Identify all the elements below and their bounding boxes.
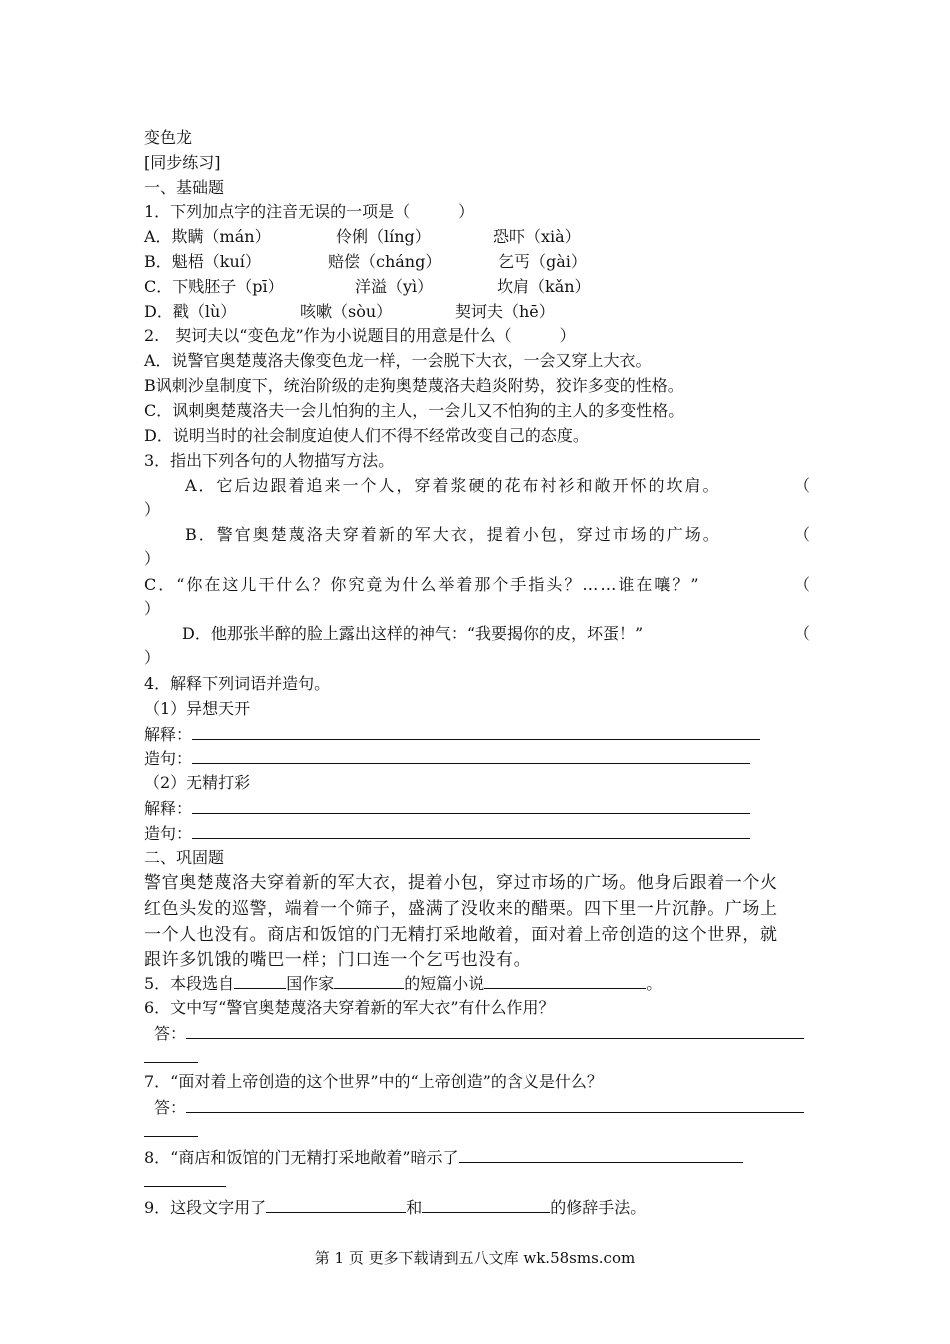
q8-line bbox=[144, 1147, 743, 1168]
q2-option-c: C．讽刺奥楚蔑洛夫一会儿怕狗的主人，一会儿又不怕狗的主人的多变性格。 bbox=[144, 401, 685, 420]
explain-label: 解释： bbox=[144, 799, 193, 818]
document-title: 变色龙 bbox=[144, 128, 193, 147]
passage-line-1: 警官奥楚蔑洛夫穿着新的军大衣，提着小包，穿过市场的广场。他身后跟着一个火 bbox=[144, 873, 778, 893]
q3-sentence-a: A．它后边跟着追来一个人，穿着浆硬的花布衬衫和敞开怀的坎肩。 bbox=[185, 476, 721, 495]
q3-sentence-c: C．“你在这儿干什么？你究竟为什么举着那个手指头？……谁在嚷？” bbox=[144, 575, 701, 594]
q5-part-4: 。 bbox=[646, 974, 663, 993]
q4-w2-sentence bbox=[144, 823, 750, 844]
q5-part-1: 5．本段选自 bbox=[144, 974, 235, 993]
q1-option-b-2: 赔偿（cháng） bbox=[328, 252, 442, 271]
q4-w1-explain bbox=[144, 724, 760, 745]
q1-option-a-1: A．欺瞒（mán） bbox=[144, 227, 271, 246]
subtitle: [同步练习] bbox=[144, 153, 221, 172]
q5-part-2: 国作家 bbox=[286, 974, 335, 993]
q7-stem: 7．“面对着上帝创造的这个世界”中的“上帝创造”的含义是什么？ bbox=[144, 1072, 603, 1091]
q8-blank[interactable] bbox=[459, 1147, 743, 1163]
q4-word-2: （2）无精打彩 bbox=[144, 773, 251, 792]
q9-line bbox=[144, 1197, 646, 1218]
q3-a-open-paren: （ bbox=[794, 476, 811, 495]
q4-w2-explain-blank[interactable] bbox=[192, 798, 750, 814]
answer-label: 答： bbox=[154, 1098, 187, 1117]
q1-option-c-3: 坎肩（kǎn） bbox=[497, 277, 591, 296]
q3-b-close-paren: ） bbox=[144, 549, 161, 568]
q5-author-blank[interactable] bbox=[334, 973, 404, 989]
q8-blank-2[interactable] bbox=[144, 1171, 226, 1187]
page-footer: 第 1 页 更多下载请到五八文库 wk.58sms.com bbox=[314, 1249, 636, 1267]
q4-w1-sentence-blank[interactable] bbox=[192, 748, 750, 764]
q9-part-3: 的修辞手法。 bbox=[550, 1198, 647, 1217]
explain-label: 解释： bbox=[144, 725, 193, 744]
answer-label: 答： bbox=[154, 1024, 187, 1043]
q3-c-open-paren: （ bbox=[794, 575, 811, 594]
q2-option-a: A．说警官奥楚蔑洛夫像变色龙一样，一会脱下大衣，一会又穿上大衣。 bbox=[144, 351, 652, 370]
q1-option-d-3: 契诃夫（hē） bbox=[455, 302, 555, 321]
q9-blank-2[interactable] bbox=[422, 1197, 550, 1213]
q3-stem: 3．指出下列各句的人物描写方法。 bbox=[144, 451, 395, 470]
q2-option-b: B讽刺沙皇制度下，统治阶级的走狗奥楚蔑洛夫趋炎附势，狡诈多变的性格。 bbox=[144, 376, 684, 395]
q3-sentence-b: B．警官奥楚蔑洛夫穿着新的军大衣，提着小包，穿过市场的广场。 bbox=[185, 525, 721, 544]
sentence-label: 造句： bbox=[144, 824, 193, 843]
q3-d-close-paren: ） bbox=[144, 648, 161, 667]
section-consolidate-heading: 二、巩固题 bbox=[144, 848, 225, 867]
q3-b-open-paren: （ bbox=[794, 525, 811, 544]
q4-word-1: （1）异想天开 bbox=[144, 699, 251, 718]
q1-stem: 1．下列加点字的注音无误的一项是（ ） bbox=[144, 202, 475, 221]
q7-answer-blank[interactable] bbox=[186, 1097, 804, 1113]
q8-stem: 8．“商店和饭馆的门无精打采地敞着”暗示了 bbox=[144, 1148, 459, 1167]
q3-sentence-d: D．他那张半醉的脸上露出这样的神气：“我要揭你的皮，坏蛋！” bbox=[182, 624, 644, 643]
q1-option-d-1: D．戳（lù） bbox=[144, 302, 237, 321]
q2-stem: 2. 契诃夫以“变色龙”作为小说题目的用意是什么（ ） bbox=[144, 326, 576, 345]
q9-part-1: 9．这段文字用了 bbox=[144, 1198, 267, 1217]
q1-option-a-3: 恐吓（xià） bbox=[493, 227, 581, 246]
q1-option-a-2: 伶俐（líng） bbox=[336, 227, 431, 246]
q5-title-blank[interactable] bbox=[484, 973, 646, 989]
q1-option-b-1: B．魁梧（kuí） bbox=[144, 252, 261, 271]
q8-continued bbox=[144, 1171, 226, 1192]
q4-stem: 4．解释下列词语并造句。 bbox=[144, 674, 331, 693]
section-basic-heading: 一、基础题 bbox=[144, 178, 225, 197]
sentence-label: 造句： bbox=[144, 749, 193, 768]
q6-answer-blank[interactable] bbox=[186, 1023, 804, 1039]
q5-line bbox=[144, 973, 662, 994]
q3-d-open-paren: （ bbox=[794, 624, 811, 643]
q2-option-d: D．说明当时的社会制度迫使人们不得不经常改变自己的态度。 bbox=[144, 426, 589, 445]
passage-line-3: 一个人也没有。商店和饭馆的门无精打采地敞着，面对着上帝创造的这个世界，就 bbox=[144, 925, 778, 945]
q1-option-d-2: 咳嗽（sòu） bbox=[300, 302, 393, 321]
q5-country-blank[interactable] bbox=[234, 973, 286, 989]
q3-c-close-paren: ） bbox=[144, 599, 161, 618]
q1-option-c-2: 洋溢（yì） bbox=[355, 277, 434, 296]
q1-option-b-3: 乞丐（gài） bbox=[498, 252, 587, 271]
q4-w2-explain bbox=[144, 798, 750, 819]
q3-a-close-paren: ） bbox=[144, 500, 161, 519]
q6-stem: 6．文中写“警官奥楚蔑洛夫穿着新的军大衣”有什么作用？ bbox=[144, 998, 555, 1017]
q4-w2-sentence-blank[interactable] bbox=[192, 823, 750, 839]
q7-answer-continued bbox=[144, 1121, 198, 1142]
q6-answer bbox=[154, 1023, 804, 1044]
passage-line-2: 红色头发的巡警，端着一个筛子，盛满了没收来的醋栗。四下里一片沉静。广场上 bbox=[144, 899, 778, 919]
q4-w1-sentence bbox=[144, 748, 750, 769]
q6-answer-blank-2[interactable] bbox=[144, 1047, 198, 1063]
q1-option-c-1: C．下贱胚子（pī） bbox=[144, 277, 284, 296]
passage-line-4: 跟许多饥饿的嘴巴一样；门口连一个乞丐也没有。 bbox=[144, 950, 532, 970]
q6-answer-continued bbox=[144, 1047, 198, 1068]
q7-answer-blank-2[interactable] bbox=[144, 1121, 198, 1137]
q7-answer bbox=[154, 1097, 804, 1118]
q5-part-3: 的短篇小说 bbox=[404, 974, 485, 993]
q9-part-2: 和 bbox=[406, 1198, 423, 1217]
q9-blank-1[interactable] bbox=[266, 1197, 406, 1213]
q4-w1-explain-blank[interactable] bbox=[192, 724, 760, 740]
